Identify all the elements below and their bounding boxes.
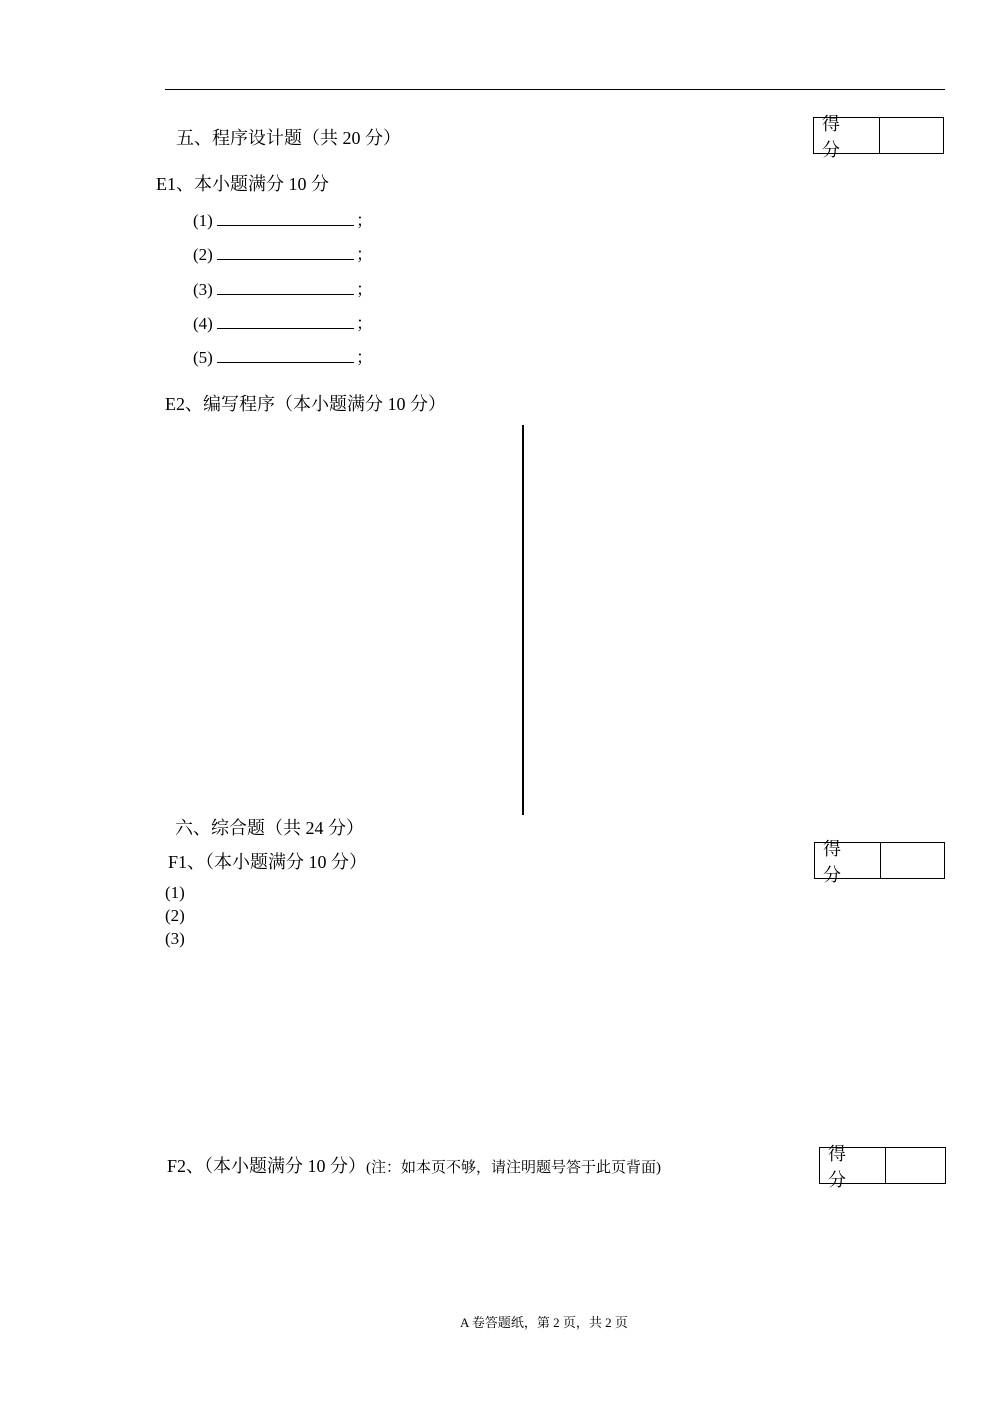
blank-label: (1) bbox=[193, 211, 213, 230]
blank-label: (4) bbox=[193, 314, 213, 333]
score-input-cell[interactable] bbox=[881, 843, 944, 878]
blank-end: ； bbox=[356, 211, 373, 230]
f2-title-line bbox=[167, 1155, 661, 1177]
section5-score-box bbox=[813, 113, 944, 161]
f1-score-box bbox=[814, 838, 945, 886]
blank-label: (2) bbox=[193, 245, 213, 264]
section6-title: 六、综合题（共 24 分） bbox=[175, 818, 364, 838]
answer-blank[interactable] bbox=[217, 208, 354, 226]
score-input-cell[interactable] bbox=[886, 1148, 945, 1183]
answer-blank[interactable] bbox=[217, 311, 354, 329]
f1-item-2: (2) bbox=[165, 906, 185, 925]
header-rule bbox=[165, 89, 945, 90]
f1-title: F1、（本小题满分 10 分） bbox=[168, 852, 368, 872]
answer-area-divider bbox=[522, 425, 524, 815]
f2-note: (注：如本页不够，请注明题号答于此页背面) bbox=[366, 1160, 662, 1176]
blank-label: (3) bbox=[193, 280, 213, 299]
section5-title: 五、程序设计题（共 20 分） bbox=[176, 128, 401, 148]
f2-title: F2、（本小题满分 10 分） bbox=[167, 1156, 367, 1176]
score-label: 得 分 bbox=[814, 118, 880, 153]
score-label: 得 分 bbox=[820, 1148, 886, 1183]
f1-item-3: (3) bbox=[165, 929, 185, 948]
e1-blank-4 bbox=[193, 311, 373, 335]
score-input-cell[interactable] bbox=[880, 118, 943, 153]
e2-title: E2、编写程序（本小题满分 10 分） bbox=[165, 394, 446, 414]
blank-end: ； bbox=[356, 314, 373, 333]
page-footer: A 卷答题纸，第 2 页，共 2 页 bbox=[460, 1315, 628, 1330]
blank-end: ； bbox=[356, 348, 373, 367]
blank-label: (5) bbox=[193, 348, 213, 367]
answer-blank[interactable] bbox=[217, 345, 354, 363]
e1-blank-1 bbox=[193, 208, 373, 232]
answer-blank[interactable] bbox=[217, 277, 354, 295]
e1-blank-2 bbox=[193, 242, 373, 266]
answer-blank[interactable] bbox=[217, 242, 354, 260]
e1-blank-5 bbox=[193, 345, 373, 369]
e1-blank-3 bbox=[193, 277, 373, 301]
f2-score-box bbox=[819, 1143, 946, 1191]
blank-end: ； bbox=[356, 280, 373, 299]
blank-end: ； bbox=[356, 245, 373, 264]
score-label: 得 分 bbox=[815, 843, 881, 878]
f1-item-1: (1) bbox=[165, 883, 185, 902]
e1-title: E1、本小题满分 10 分 bbox=[156, 174, 329, 194]
